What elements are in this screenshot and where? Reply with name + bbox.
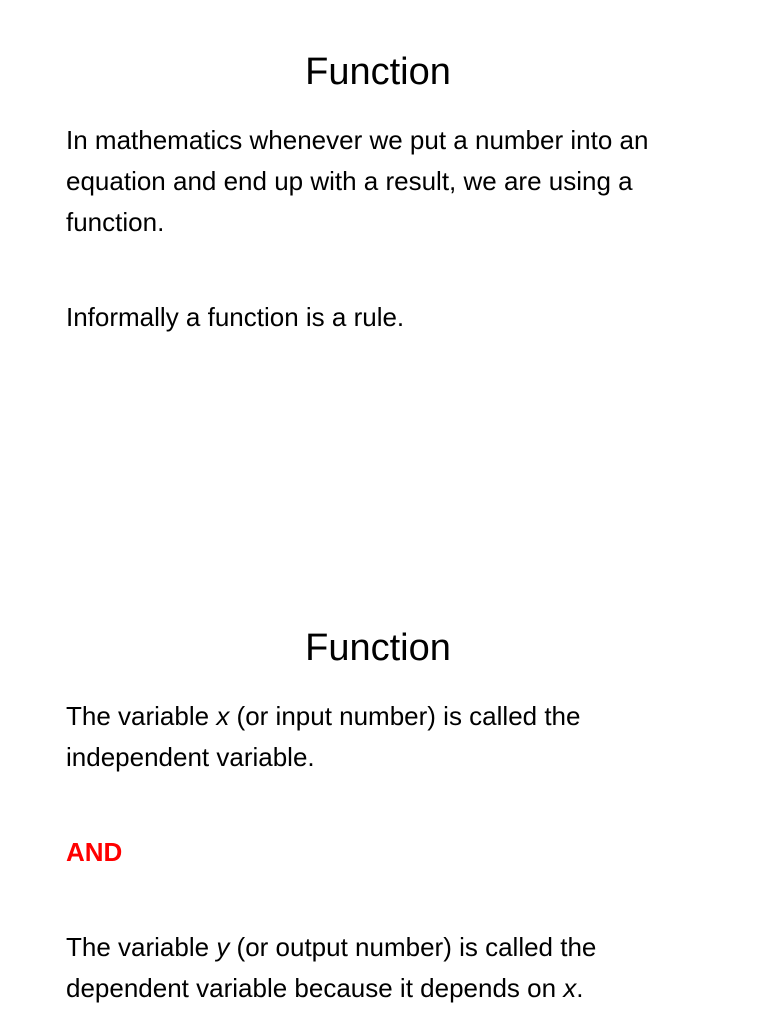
slide-2-paragraph-dependent (66, 927, 716, 1009)
slide-2 (0, 576, 768, 1024)
text-segment: (or input number) is called the independent variable. (66, 701, 581, 772)
slide-2-title: Function (305, 627, 451, 669)
variable-x: x (216, 701, 230, 731)
slide-1-paragraph-2: Informally a function is a rule. (66, 302, 405, 332)
text-segment: . (576, 973, 584, 1003)
variable-y: y (216, 932, 230, 962)
text-segment: (or output number) is called the dependent variable because it depends on (66, 932, 597, 1003)
slide-1-title: Function (305, 51, 451, 93)
slide-2-paragraph-independent (66, 696, 716, 778)
slide-1-paragraph-1: In mathematics whenever we put a number into an equation and end up with a result, we are using a function. (66, 125, 649, 237)
and-label: AND (66, 837, 123, 867)
variable-x: x (563, 973, 577, 1003)
text-segment: The variable (66, 701, 217, 731)
text-segment: The variable (66, 932, 217, 962)
